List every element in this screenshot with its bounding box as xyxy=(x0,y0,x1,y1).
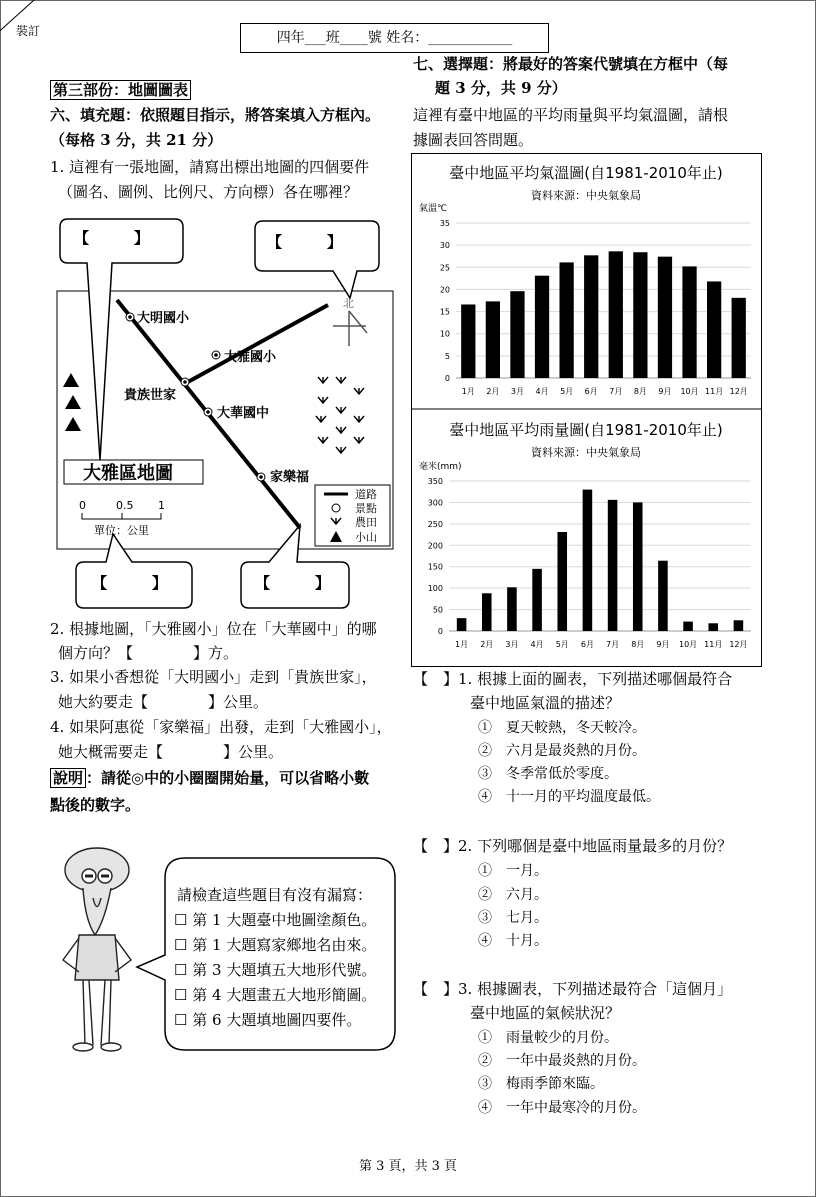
chart-rain-xtick: 6月 xyxy=(580,640,594,649)
chart-rain-subtitle: 資料來源：中央氣象局 xyxy=(531,446,641,459)
section7-line1: 七、選擇題：將最好的答案代號填在方框中（每 xyxy=(413,55,729,73)
part-title-wrap xyxy=(50,78,191,102)
chart-rain-ytick: 350 xyxy=(427,477,443,486)
rq3-option-2: ② 一年中最炎熱的月份。 xyxy=(478,1053,646,1069)
checklist-item-2[interactable] xyxy=(174,933,376,957)
rq2-option-4: ④ 十月。 xyxy=(478,933,548,949)
chart-temp-xtick: 11月 xyxy=(705,387,724,396)
chart-temp-xtick: 10月 xyxy=(680,387,699,396)
section6-title: 六、填充題：依照題目指示，將答案填入方框內。 xyxy=(50,106,381,124)
rq1-option-2: ② 六月是最炎熱的月份。 xyxy=(478,743,646,759)
chart-temp-ytick: 30 xyxy=(439,241,450,251)
q3-line1: 3. 如果小香想從「大明國小」走到「貴族世家」， xyxy=(50,668,377,686)
note-label: 說明 xyxy=(50,768,86,788)
place-carrefour: 家樂福 xyxy=(270,470,310,485)
chart-temp-xtick: 8月 xyxy=(633,387,647,396)
rq2-text: 2. 下列哪個是臺中地區雨量最多的月份？ xyxy=(458,837,733,855)
place-daya: 大雅國小 xyxy=(224,350,277,365)
chart-temp-bar xyxy=(707,281,721,378)
rq3-option-1: ① 雨量較少的月份。 xyxy=(478,1030,618,1046)
chart-rain-xtick: 1月 xyxy=(455,640,469,649)
chart-rain-bar xyxy=(457,618,467,631)
chart-rain-ytick: 200 xyxy=(427,541,443,551)
q1-line2: （圖名、圖例、比例尺、方向標）各在哪裡？ xyxy=(58,183,359,201)
rq1-text: 1. 根據上面的圖表，下列描述哪個最符合 xyxy=(458,670,733,688)
rq2-line1 xyxy=(413,834,732,858)
chart-temp-bar xyxy=(584,255,598,378)
checklist-item-5[interactable] xyxy=(174,1008,361,1032)
chart-rain-bar xyxy=(482,593,492,631)
scale-tick-1: 1 xyxy=(158,499,165,512)
note-text: ：請從◎中的小圈圈開始量，可以省略小數 xyxy=(86,769,370,787)
chart-rain-ytick: 100 xyxy=(427,584,443,594)
chart-temp-bar xyxy=(486,301,500,378)
chart-temp-xtick: 4月 xyxy=(535,387,549,396)
binding-label: 裝訂 xyxy=(16,24,41,38)
chart-temp-xtick: 1月 xyxy=(461,387,475,396)
chart-rain-xtick: 9月 xyxy=(656,640,670,649)
chart-temp-subtitle: 資料來源：中央氣象局 xyxy=(531,189,641,202)
chart-rain-bar xyxy=(608,500,618,631)
legend-hill: 小山 xyxy=(355,531,377,544)
q2-line1: 2. 根據地圖，「大雅國小」位在「大華國中」的哪 xyxy=(50,620,377,638)
map-title: 大雅區地圖 xyxy=(83,463,173,484)
scale-unit: 單位：公里 xyxy=(94,524,149,537)
checkbox-icon[interactable]: ☐ xyxy=(174,986,188,1004)
place-guizu: 貴族世家 xyxy=(124,388,177,403)
chart-rain-ytick: 150 xyxy=(427,562,443,572)
chart-rain-xtick: 4月 xyxy=(530,640,544,649)
chart-temp-xtick: 2月 xyxy=(486,387,500,396)
chart-rain-xtick: 2月 xyxy=(480,640,494,649)
chart-temp-xtick: 12月 xyxy=(729,387,748,396)
chart-temp-title: 臺中地區平均氣溫圖(自1981-2010年止) xyxy=(449,164,723,182)
note-line1 xyxy=(50,766,369,790)
answer-slot-4[interactable]: 【 】 xyxy=(255,574,331,592)
chart-rain-xtick: 10月 xyxy=(678,640,698,649)
checklist-title: 請檢查這些題目有沒有漏寫： xyxy=(177,886,373,904)
chart-temp-bar xyxy=(658,257,672,378)
chart-temp-bar xyxy=(461,304,475,378)
section7-line2: 題 3 分，共 9 分） xyxy=(435,79,567,97)
chart-temp-xtick: 7月 xyxy=(609,387,623,396)
intro-line2: 據圖表回答問題。 xyxy=(413,131,534,149)
legend-road: 道路 xyxy=(355,488,377,501)
name-box[interactable]: 四年___班____號 姓名：____________ xyxy=(240,23,549,53)
q4-line2: 她大概需要走【 】公里。 xyxy=(58,743,284,761)
section6-score: （每格 3 分，共 21 分） xyxy=(50,131,223,149)
rq3-answer-box[interactable]: 【 】 xyxy=(413,980,459,998)
chart-rain-bar xyxy=(658,561,668,631)
chart-rain-bar xyxy=(583,490,593,631)
chart-rain-xtick: 5月 xyxy=(555,640,569,649)
chart-rain-bar xyxy=(557,532,567,631)
chart-temp-bar xyxy=(633,252,647,378)
chart-temp-ytick: 15 xyxy=(439,307,450,317)
q1-line1: 1. 這裡有一張地圖，請寫出標出地圖的四個要件 xyxy=(50,158,370,176)
chart-rain-xtick: 11月 xyxy=(704,640,723,649)
chart-temp-xtick: 6月 xyxy=(584,387,598,396)
chart-temp-bar xyxy=(510,291,524,378)
rq3-text: 3. 根據圖表，下列描述最符合「這個月」 xyxy=(458,980,733,998)
rq1-option-1: ① 夏天較熱，冬天較冷。 xyxy=(478,720,646,736)
chart-rain-ytick: 50 xyxy=(432,605,443,615)
part-title: 第三部份：地圖圖表 xyxy=(50,80,191,100)
chart-rain-ytick: 250 xyxy=(427,519,443,529)
checkbox-icon[interactable]: ☐ xyxy=(174,936,188,954)
character-illustration xyxy=(63,848,131,1051)
rq2-option-1: ① 一月。 xyxy=(478,863,548,879)
checklist-item-3-label: 第 3 大題填五大地形代號。 xyxy=(192,961,377,979)
answer-slot-2[interactable]: 【 】 xyxy=(267,233,343,251)
chart-rain-xtick: 12月 xyxy=(729,640,748,649)
checklist-item-2-label: 第 1 大題寫家鄉地名由來。 xyxy=(192,936,377,954)
chart-temp-ytick: 10 xyxy=(439,329,450,339)
chart-rain-ytick: 300 xyxy=(427,498,443,508)
rq1-option-3: ③ 冬季常低於零度。 xyxy=(478,766,618,782)
checklist-item-4-label: 第 4 大題畫五大地形簡圖。 xyxy=(192,986,377,1004)
chart-rain-xtick: 8月 xyxy=(631,640,645,649)
rq2-option-2: ② 六月。 xyxy=(478,887,548,903)
chart-rain-ytick: 0 xyxy=(437,627,443,636)
chart-rain-title: 臺中地區平均雨量圖(自1981-2010年止) xyxy=(449,421,723,439)
chart-temp-ytick: 20 xyxy=(439,285,450,295)
chart-rain-xtick: 3月 xyxy=(505,640,519,649)
legend-spot: 景點 xyxy=(355,502,377,515)
rq1-answer-box[interactable]: 【 】 xyxy=(413,670,459,688)
chart-rain-bar xyxy=(708,623,718,631)
chart-temp-xtick: 3月 xyxy=(510,387,525,396)
scale-tick-05: 0.5 xyxy=(116,499,134,512)
chart-temp-ytick: 35 xyxy=(439,219,450,228)
chart-rain-bar xyxy=(633,502,643,631)
chart-temp-xtick: 5月 xyxy=(560,387,574,396)
checklist-item-1[interactable] xyxy=(174,908,376,932)
note-line2: 點後的數字。 xyxy=(50,796,141,814)
chart-rain-bar xyxy=(683,622,693,631)
chart-temp-xtick: 9月 xyxy=(658,387,672,396)
place-dahua: 大華國中 xyxy=(217,406,270,421)
chart-rain-xtick: 7月 xyxy=(606,640,620,649)
checklist-item-3[interactable] xyxy=(174,958,376,982)
climate-charts xyxy=(411,153,761,665)
intro-line1: 這裡有臺中地區的平均雨量與平均氣溫圖，請根 xyxy=(413,106,729,124)
chart-temp-ytick: 5 xyxy=(444,351,450,361)
answer-slot-3[interactable]: 【 】 xyxy=(92,574,168,592)
q4-line1: 4. 如果阿惠從「家樂福」出發，走到「大雅國小」， xyxy=(50,718,392,736)
chart-rain-ylabel: 毫米(mm) xyxy=(419,462,462,472)
chart-rain-bar xyxy=(507,587,517,631)
chart-temp-bar xyxy=(732,298,746,378)
legend-spot-icon xyxy=(332,504,340,512)
chart-temp-ytick: 0 xyxy=(444,374,450,383)
q3-line2: 她大約要走【 】公里。 xyxy=(58,693,269,711)
chart-temp-bar xyxy=(559,262,573,378)
rq3-line1 xyxy=(413,977,732,1001)
q2-line2: 個方向？【 】方。 xyxy=(58,644,239,662)
chart-rain-bar xyxy=(734,620,744,631)
chart-temp-ytick: 25 xyxy=(439,263,450,273)
rq3-line2: 臺中地區的氣候狀況？ xyxy=(470,1004,621,1022)
rq2-answer-box[interactable]: 【 】 xyxy=(413,837,459,855)
place-daming: 大明國小 xyxy=(137,311,190,326)
map-figure xyxy=(50,215,400,610)
rq1-line1 xyxy=(413,667,732,691)
checkbox-icon[interactable]: ☐ xyxy=(174,911,188,929)
chart-temp-ylabel: 氣溫℃ xyxy=(419,204,448,214)
checklist-item-5-label: 第 6 大題填地圖四要件。 xyxy=(192,1011,362,1029)
rq1-option-4: ④ 十一月的平均溫度最低。 xyxy=(478,789,660,805)
north-label: 北 xyxy=(343,297,354,310)
legend-farm: 農田 xyxy=(355,516,377,529)
checklist-item-4[interactable] xyxy=(174,983,376,1007)
page-number: 第 3 頁，共 3 頁 xyxy=(358,1159,458,1174)
chart-temp-bar xyxy=(682,266,696,378)
chart-rain-bar xyxy=(532,569,542,631)
checkbox-icon[interactable]: ☐ xyxy=(174,961,188,979)
rq1-line2: 臺中地區氣溫的描述？ xyxy=(470,694,621,712)
rq2-option-3: ③ 七月。 xyxy=(478,910,548,926)
checkbox-icon[interactable]: ☐ xyxy=(174,1011,188,1029)
checklist-item-1-label: 第 1 大題臺中地圖塗顏色。 xyxy=(192,911,377,929)
rq3-option-3: ③ 梅雨季節來臨。 xyxy=(478,1076,604,1092)
rq3-option-4: ④ 一年中最寒冷的月份。 xyxy=(478,1100,646,1116)
answer-slot-1[interactable]: 【 】 xyxy=(74,229,150,247)
scale-tick-0: 0 xyxy=(79,499,86,512)
chart-temp-bar xyxy=(609,251,623,378)
chart-temp-bar xyxy=(535,276,549,378)
